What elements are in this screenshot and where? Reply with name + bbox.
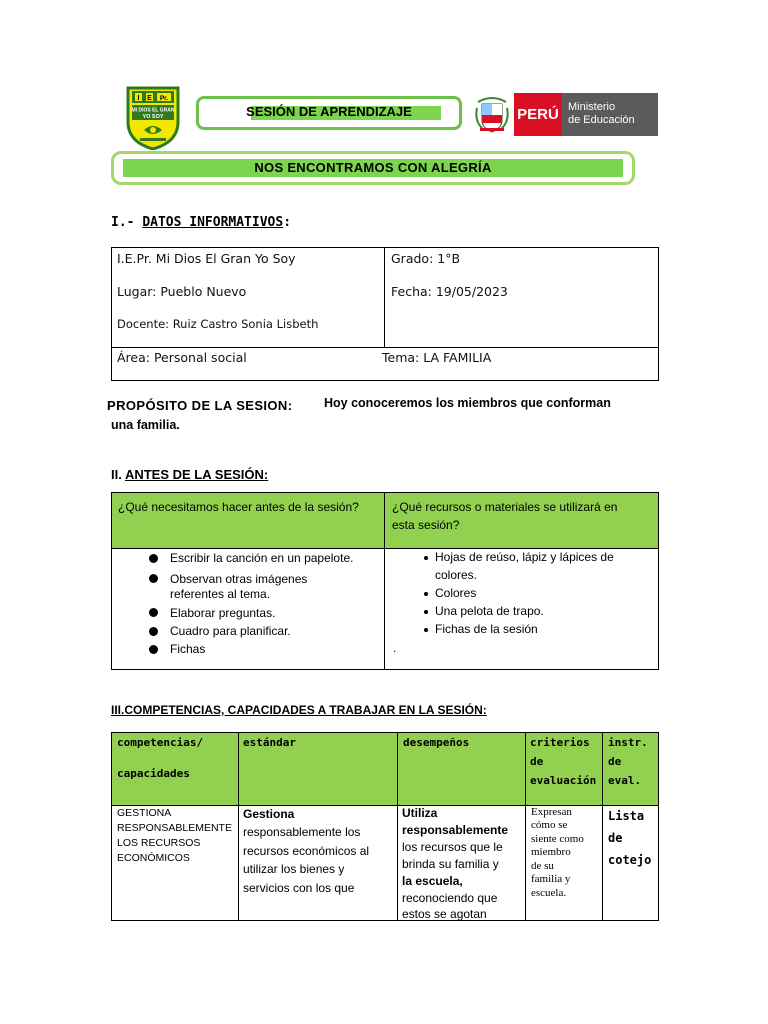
national-seal-icon — [474, 94, 510, 134]
criterio-line: miembro — [531, 846, 571, 858]
criterio-line: escuela. — [531, 887, 567, 899]
header-instr-2: de — [608, 755, 622, 768]
datos-heading — [111, 215, 291, 230]
proposito-label: PROPÓSITO DE LA SESION: — [107, 398, 293, 413]
ministerio-line-1: Ministerio — [568, 101, 616, 113]
instrumento-line: Lista — [608, 809, 645, 823]
peru-brand: PERÚ — [514, 93, 562, 136]
criterio-line: de su — [531, 860, 554, 872]
estandar-line: recursos económicos al — [243, 844, 370, 858]
bullet-icon — [424, 556, 428, 560]
header-criterios-2: de — [530, 755, 544, 768]
header-instr-1: instr. — [608, 736, 648, 749]
criterio-line: cómo se — [531, 819, 568, 831]
ie-name: I.E.Pr. Mi Dios El Gran Yo Soy — [117, 251, 296, 266]
antes-col2-item: Una pelota de trapo. — [435, 604, 544, 618]
ministerio-brand — [562, 93, 658, 136]
antes-col2-trailing: . — [393, 641, 397, 655]
logo-letter-i: I — [137, 95, 140, 102]
antes-col2-item: Hojas de reúso, lápiz y lápices de — [435, 550, 614, 564]
desempeno-line: la escuela, — [402, 874, 463, 888]
competencia-line: GESTIONA — [117, 807, 172, 819]
criterio-line: Expresan — [531, 806, 572, 818]
bullet-icon — [424, 628, 428, 632]
estandar-line: Gestiona — [243, 807, 295, 821]
area: Área: Personal social — [117, 350, 247, 365]
criterio-line: siente como — [531, 833, 584, 845]
competencias-table — [111, 732, 659, 921]
grado: Grado: 1°B — [391, 251, 461, 266]
desempeno-line: reconociendo que — [402, 891, 498, 905]
antes-col2-header-line-1: ¿Qué recursos o materiales se utilizará en — [392, 500, 618, 514]
proposito-text-line-1: Hoy conoceremos los miembros que conforman — [324, 396, 611, 410]
antes-col2-item: Fichas de la sesión — [435, 622, 538, 636]
header-estandar: estándar — [243, 736, 296, 749]
antes-heading — [111, 467, 268, 482]
desempeno-line: brinda su familia y — [402, 857, 499, 871]
bullet-icon — [424, 592, 428, 596]
antes-col2-item: Colores — [435, 586, 477, 600]
antes-table — [111, 492, 659, 670]
session-subtitle: NOS ENCONTRAMOS CON ALEGRÍA — [123, 159, 623, 177]
estandar-line: responsablemente los — [243, 825, 361, 839]
desempeno-line: los recursos que le — [402, 840, 503, 854]
tema: Tema: LA FAMILIA — [382, 350, 492, 365]
criterio-line: familia y — [531, 873, 571, 885]
desempeno-line: estos se agotan — [402, 907, 487, 921]
antes-col2-header-line-2: esta sesión? — [392, 518, 460, 532]
estandar-line: servicios con los que — [243, 881, 355, 895]
bullet-icon — [149, 608, 158, 617]
session-title: SESIÓN DE APRENDIZAJE — [246, 104, 412, 119]
competencia-line: LOS RECURSOS — [117, 837, 201, 849]
lugar: Lugar: Pueblo Nuevo — [117, 284, 247, 299]
estandar-line: utilizar los bienes y — [243, 862, 345, 876]
header-competencias: competencias/ — [117, 736, 204, 749]
datos-heading-colon: : — [283, 215, 292, 230]
antes-col1-item: Cuadro para planificar. — [170, 624, 291, 638]
competencia-line: RESPONSABLEMENTE — [117, 822, 232, 834]
bullet-icon — [149, 574, 158, 583]
header-desempenos: desempeños — [403, 736, 470, 749]
antes-col1-item: Escribir la canción en un papelote. — [170, 551, 354, 565]
header-capacidades: capacidades — [117, 767, 190, 780]
antes-heading-num: II. — [111, 467, 125, 482]
bullet-icon — [149, 645, 158, 654]
logo-letter-e: E — [147, 95, 152, 102]
antes-col1-item: Elaborar preguntas. — [170, 606, 276, 620]
bullet-icon — [149, 627, 158, 636]
instrumento-line: de — [608, 831, 623, 845]
bullet-icon — [424, 610, 428, 614]
instrumento-line: cotejo — [608, 853, 652, 867]
header-criterios-3: evaluación — [530, 774, 597, 787]
antes-col1-item: referentes al tema. — [170, 587, 271, 601]
datos-heading-text: DATOS INFORMATIVOS — [142, 215, 284, 230]
logo-line-1: MI DIOS EL GRAN — [131, 107, 175, 114]
ministerio-line-2: de Educación — [568, 114, 635, 126]
antes-col1-item: Observan otras imágenes — [170, 572, 308, 586]
bullet-icon — [149, 554, 158, 563]
antes-heading-text: ANTES DE LA SESIÓN: — [124, 467, 269, 482]
header-criterios-1: criterios — [530, 736, 590, 749]
datos-table — [111, 247, 659, 381]
proposito-text-line-2: una familia. — [111, 418, 180, 432]
session-title-box — [196, 96, 462, 130]
datos-heading-num: I.- — [111, 215, 143, 230]
antes-col2-item: colores. — [435, 568, 478, 582]
antes-col1-header: ¿Qué necesitamos hacer antes de la sesión? — [118, 500, 359, 514]
school-logo — [124, 86, 182, 150]
desempeno-line: responsablemente — [402, 823, 509, 837]
docente: Docente: Ruiz Castro Sonia Lisbeth — [117, 317, 319, 331]
logo-letter-pr: Pr. — [159, 95, 169, 102]
antes-col1-item: Fichas — [170, 642, 206, 656]
desempeno-line: Utiliza — [402, 806, 438, 820]
competencias-heading: III.COMPETENCIAS, CAPACIDADES A TRABAJAR EN LA SESIÓN: — [111, 703, 487, 717]
logo-line-2: YO SOY — [142, 114, 164, 120]
fecha: Fecha: 19/05/2023 — [391, 284, 508, 299]
header-instr-3: eval. — [608, 774, 642, 787]
session-subtitle-box — [111, 151, 635, 185]
competencia-line: ECONÓMICOS — [117, 852, 190, 864]
